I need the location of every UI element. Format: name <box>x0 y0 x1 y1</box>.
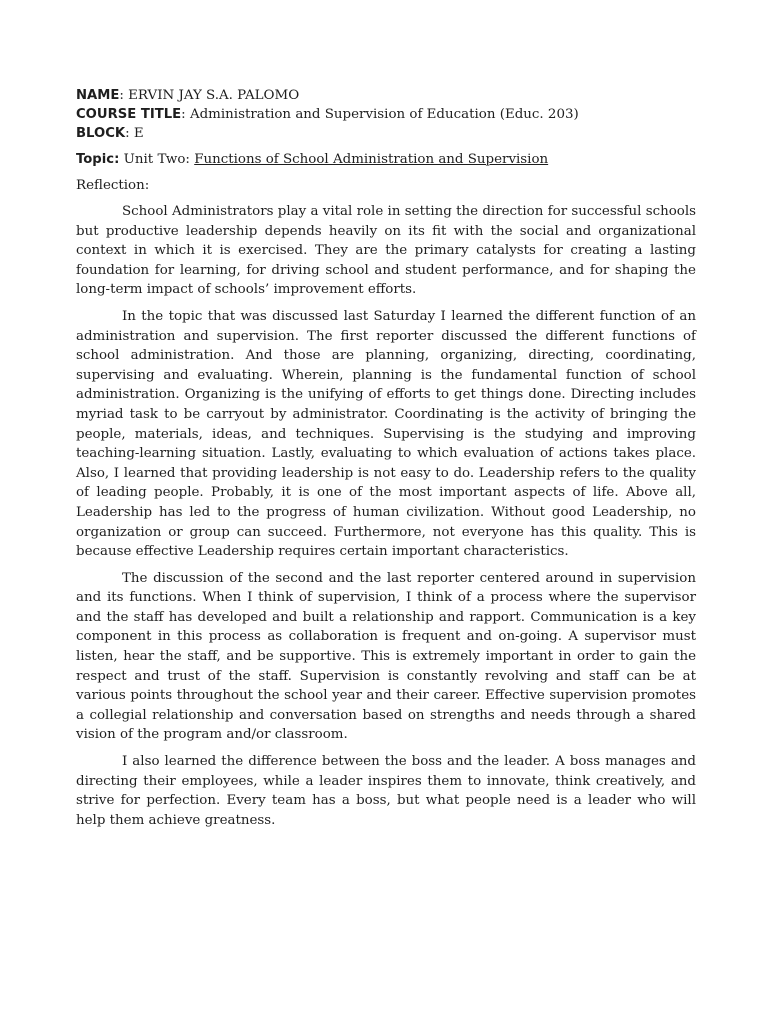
reflection-label: Reflection: <box>76 178 150 193</box>
course-title-value: : Administration and Supervision of Education (Educ. 203) <box>181 107 579 122</box>
document-page <box>76 86 696 830</box>
course-title-line <box>76 105 696 124</box>
reflection-paragraph-2: In the topic that was discussed last Saturday I learned the different function of an administration and supervision. The first reporter discussed the different functions of school administration. And those are planning, organizing, directing, coordinating, supervising and evaluating. Wherein, planning is the fundamental function of school administration. Organizing is the unifying of efforts to get things done. Directing includes myriad task to be carryout by administrator. Coordinating is the activity of bringing the people, materials, ideas, and techniques. Supervising is the studying and improving teaching-learning situation. Lastly, evaluating to which evaluation of actions takes place. Also, I learned that providing leadership is not easy to do. Leadership refers to the quality of leading people. Probably, it is one of the most important aspects of life. Above all, Leadership has led to the progress of human civilization. Without good Leadership, no organization or group can succeed. Furthermore, not everyone has this quality. This is because effective Leadership requires certain important characteristics. <box>76 308 696 560</box>
block-value: : E <box>125 126 144 141</box>
name-line <box>76 86 696 105</box>
name-label: NAME <box>76 88 120 103</box>
name-value: : ERVIN JAY S.A. PALOMO <box>119 88 300 103</box>
topic-prefix: Unit Two: <box>119 152 195 167</box>
topic-title: Functions of School Administration and Supervision <box>194 152 549 167</box>
topic-label: Topic: <box>76 152 120 167</box>
block-label: BLOCK <box>76 126 126 141</box>
block-line <box>76 124 696 143</box>
reflection-paragraph-1: School Administrators play a vital role in setting the direction for successful schools but productive leadership depends heavily on its fit with the social and organizational context in which it is exercised. They are the primary catalysts for creating a lasting foundation for learning, for driving school and student performance, and for shaping the long-term impact of schools’ improvement efforts. <box>76 204 696 298</box>
reflection-paragraph-3: The discussion of the second and the last reporter centered around in supervision and its functions. When I think of supervision, I think of a process where the supervisor and the staff has developed and built a relationship and rapport. Communication is a key component in this process as collaboration is frequent and on-going. A supervisor must listen, hear the staff, and be supportive. This is extremely important in order to gain the respect and trust of the staff. Supervision is constantly revolving and staff can be at various points throughout the school year and their career. Effective supervision promotes a collegial relationship and conversation based on strengths and needs through a shared vision of the program and/or classroom. <box>76 570 696 743</box>
topic-line <box>76 150 696 169</box>
reflection-paragraph-4: I also learned the difference between the boss and the leader. A boss manages and directing their employees, while a leader inspires them to innovate, think creatively, and strive for perfection. Every team has a boss, but what people need is a leader who will help them achieve greatness. <box>76 754 696 828</box>
course-title-label: COURSE TITLE <box>76 107 182 122</box>
